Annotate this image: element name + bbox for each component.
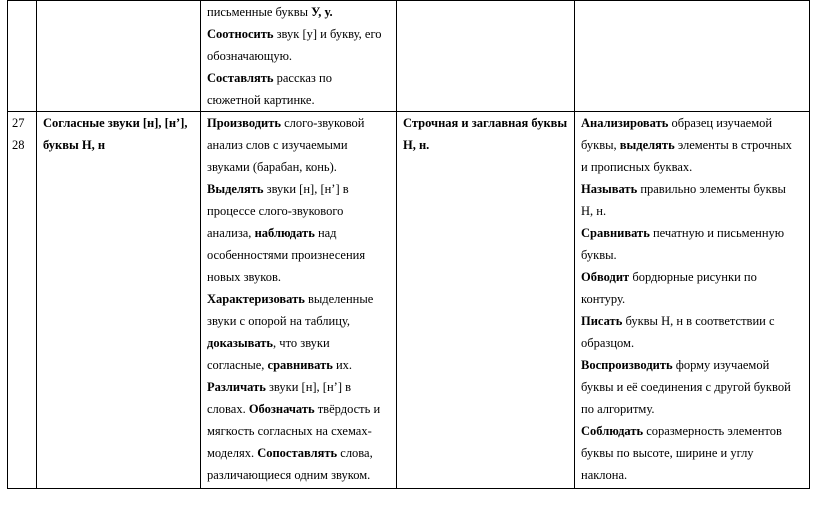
text-line <box>581 244 805 266</box>
text-line <box>581 288 805 310</box>
text-segment: слова, <box>337 446 373 460</box>
text-line <box>207 45 392 67</box>
content-cell <box>397 112 575 489</box>
text-line <box>207 244 392 266</box>
text-line <box>581 442 805 464</box>
uud-text <box>581 112 805 486</box>
text-segment: процессе слого-звукового <box>207 204 344 218</box>
text-segment: выделенные <box>304 292 374 306</box>
text-line <box>581 464 805 486</box>
text-line <box>207 288 392 310</box>
activities-cell <box>201 112 397 489</box>
text-segment: звуками (барабан, конь). <box>207 160 337 174</box>
text-segment: буквы, <box>581 138 620 152</box>
bold-term: Анализировать <box>581 116 669 130</box>
text-segment: соразмерность элементов <box>643 424 782 438</box>
text-line <box>581 376 805 398</box>
content-line: Строчная и заглавная буквы <box>403 116 568 130</box>
text-line <box>581 156 805 178</box>
bold-term: Соотносить <box>207 27 274 41</box>
text-segment: звуки [н], [н’] в <box>263 182 349 196</box>
text-segment: Н, н. <box>581 204 607 218</box>
text-line <box>581 200 805 222</box>
bold-term: Различать <box>207 380 266 394</box>
table-row <box>8 112 810 489</box>
text-segment: обозначающую. <box>207 49 293 63</box>
lesson-number: 27 <box>12 116 25 130</box>
text-segment: образец изучаемой <box>668 116 773 130</box>
text-line <box>207 67 392 89</box>
activities-text <box>207 112 392 486</box>
text-line <box>207 89 392 111</box>
bold-term: Сравнивать <box>581 226 650 240</box>
lesson-plan-table <box>7 0 810 489</box>
text-line <box>581 134 805 156</box>
topic-line: Согласные звуки [н], [н’], <box>43 116 188 130</box>
lesson-number: 28 <box>12 138 25 152</box>
text-line <box>207 376 392 398</box>
uud-cell <box>575 112 810 489</box>
text-line <box>581 222 805 244</box>
text-line <box>581 332 805 354</box>
bold-term: сравнивать <box>267 358 333 372</box>
text-segment: и прописных буквах. <box>581 160 693 174</box>
bold-term: Выделять <box>207 182 264 196</box>
text-line <box>581 178 805 200</box>
bold-term: Называть <box>581 182 638 196</box>
text-segment: мягкость согласных на схемах- <box>207 424 372 438</box>
text-segment: слого-звуковой <box>280 116 365 130</box>
text-line <box>207 310 392 332</box>
activities-cell <box>201 1 397 112</box>
bold-term: Обводит <box>581 270 630 284</box>
text-segment: правильно элементы буквы <box>637 182 786 196</box>
text-segment: буквы Н, н в соответствии с <box>622 314 775 328</box>
text-segment: буквы и её соединения с другой буквой <box>581 380 791 394</box>
text-segment: буквы по высоте, ширине и углу <box>581 446 754 460</box>
bold-term: доказывать <box>207 336 274 350</box>
text-segment: сюжетной картинке. <box>207 93 315 107</box>
text-segment: элементы в строчных <box>674 138 792 152</box>
topic-cell <box>37 1 201 112</box>
text-line <box>207 222 392 244</box>
text-line <box>207 332 392 354</box>
text-line <box>581 398 805 420</box>
text-segment: печатную и письменную <box>649 226 785 240</box>
text-segment: моделях. <box>207 446 258 460</box>
bold-term: наблюдать <box>254 226 315 240</box>
text-segment: наклона. <box>581 468 628 482</box>
topic-line: буквы Н, н <box>43 138 106 152</box>
text-segment: над <box>314 226 337 240</box>
text-segment: по алгоритму. <box>581 402 655 416</box>
text-segment: бордюрные рисунки по <box>629 270 757 284</box>
bold-term: Воспроизводить <box>581 358 673 372</box>
bold-term: Производить <box>207 116 281 130</box>
uud-cell <box>575 1 810 112</box>
text-line <box>207 23 392 45</box>
topic-cell <box>37 112 201 489</box>
text-line <box>581 266 805 288</box>
text-line <box>207 112 392 134</box>
content-line: Н, н. <box>403 138 430 152</box>
text-segment: твёрдость и <box>314 402 381 416</box>
text-line <box>207 398 392 420</box>
text-line <box>207 354 392 376</box>
text-line <box>581 420 805 442</box>
text-segment: форму изучаемой <box>672 358 770 372</box>
text-segment: их. <box>332 358 353 372</box>
text-segment: , что звуки <box>273 336 330 350</box>
text-line <box>207 464 392 486</box>
bold-term: Писать <box>581 314 623 328</box>
content-cell <box>397 1 575 112</box>
text-line <box>207 134 392 156</box>
text-line <box>207 266 392 288</box>
text-segment: звуки [н], [н’] в <box>265 380 352 394</box>
text-segment: анализ слов с изучаемыми <box>207 138 348 152</box>
text-line <box>207 200 392 222</box>
text-segment: звук [у] и букву, его <box>273 27 382 41</box>
bold-term: выделять <box>619 138 675 152</box>
text-segment: различающиеся одним звуком. <box>207 468 371 482</box>
text-line <box>207 442 392 464</box>
text-segment: письменные буквы <box>207 5 312 19</box>
number-cell <box>8 1 37 112</box>
table-row <box>8 1 810 112</box>
text-line <box>581 354 805 376</box>
text-line <box>207 156 392 178</box>
bold-term: Сопоставлять <box>257 446 338 460</box>
text-line <box>207 420 392 442</box>
bold-term: У, у. <box>311 5 333 19</box>
text-segment: контуру. <box>581 292 626 306</box>
text-line <box>581 112 805 134</box>
text-segment: согласные, <box>207 358 268 372</box>
bold-term: Соблюдать <box>581 424 644 438</box>
text-segment: особенностями произнесения <box>207 248 366 262</box>
text-segment: новых звуков. <box>207 270 281 284</box>
text-line <box>581 310 805 332</box>
activities-text <box>207 1 392 111</box>
bold-term: Обозначать <box>248 402 315 416</box>
text-segment: буквы. <box>581 248 617 262</box>
text-segment: словах. <box>207 402 249 416</box>
text-segment: анализа, <box>207 226 255 240</box>
number-cell <box>8 112 37 489</box>
text-line <box>207 178 392 200</box>
bold-term: Характеризовать <box>207 292 305 306</box>
bold-term: Составлять <box>207 71 274 85</box>
text-segment: рассказ по <box>273 71 332 85</box>
text-segment: образцом. <box>581 336 635 350</box>
text-segment: звуки с опорой на таблицу, <box>207 314 351 328</box>
text-line <box>207 1 392 23</box>
